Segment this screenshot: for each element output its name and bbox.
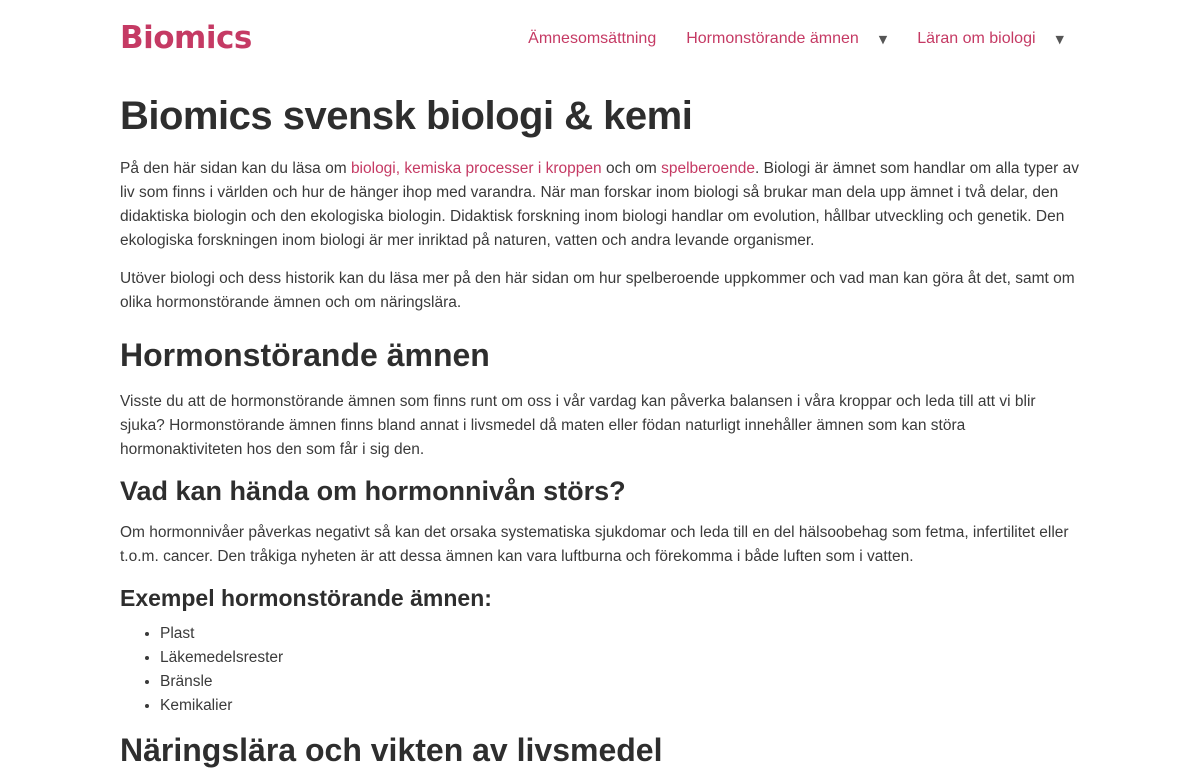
nav-link-hormonstorande[interactable]: Hormonstörande ämnen (686, 30, 859, 47)
heading-hormonniva: Vad kan hända om hormonnivån störs? (120, 476, 626, 506)
heading-naringslara: Näringslära och vikten av livsmedel (120, 732, 663, 768)
dropdown-caret-icon[interactable]: ▼ (878, 32, 888, 46)
nav-link-amnesomsattning[interactable]: Ämnesomsättning (528, 30, 657, 47)
intro-text-start: På den här sidan kan du läsa om (120, 160, 351, 177)
intro-paragraph (120, 157, 1080, 253)
heading-hormonstorande: Hormonstörande ämnen (120, 337, 490, 373)
nav-link-laran-om-biologi[interactable]: Läran om biologi (917, 30, 1036, 47)
page-title: Biomics svensk biologi & kemi (120, 94, 693, 138)
hormonniva-paragraph: Om hormonnivåer påverkas negativt så kan det orsaka systematiska sjukdomar och leda till en del hälsoobehag som fetma, infertilitet eller t.o.m. cancer. Den tråkiga nyheten är att dessa ämnen kan vara luftburna och förekomma i både luften som i vatten. (120, 524, 1069, 565)
list-item: • Plast (160, 622, 1080, 646)
intro-text-end: . Biologi är ämnet som handlar om alla typer av liv som finns i världen och hur de hänger ihop med varandra. När man forskar inom biologi så brukar man dela upp ämnet i två delar, den didaktiska biologin och den ekologiska biologin. Didaktisk forskning inom biologi handlar om evolution, hållbar utveckling och genetik. Den ekologiska forskningen inom biologi är mer inriktad på naturen, vatten och andra levande organismer. (120, 160, 1079, 249)
nav-item-laran-om-biologi (917, 30, 1064, 48)
list-item: • Bränsle (160, 670, 1080, 694)
list-item: • Kemikalier (160, 694, 1080, 718)
heading-exempel: Exempel hormonstörande ämnen: (120, 585, 492, 611)
site-logo[interactable]: Biomics (120, 20, 252, 56)
dropdown-caret-icon[interactable]: ▼ (1055, 32, 1064, 46)
nav-item-amnesomsattning (528, 30, 656, 48)
hormonstorande-paragraph: Visste du att de hormonstörande ämnen som finns runt om oss i vår vardag kan påverka balansen i våra kroppar och leda till att vi blir sjuka? Hormonstörande ämnen finns bland annat i livsmedel då maten eller födan naturligt innehåller ämnen som kan störa hormonaktiviteten hos den som får i sig den. (120, 393, 1036, 458)
list-item: • Läkemedelsrester (160, 646, 1080, 670)
examples-list (120, 622, 1080, 718)
main-nav (528, 30, 1064, 48)
link-spelberoende[interactable]: spelberoende (661, 160, 756, 177)
intro-paragraph-2: Utöver biologi och dess historik kan du läsa mer på den här sidan om hur spelberoende uppkommer och vad man kan göra åt det, samt om olika hormonstörande ämnen och om näringslära. (120, 270, 1075, 311)
nav-item-hormonstorande (686, 30, 887, 48)
intro-text-mid: och om (601, 160, 662, 177)
main-content (120, 94, 1080, 769)
site-header (120, 0, 1080, 82)
link-biologi-kemiska-processer[interactable]: biologi, kemiska processer i kroppen (350, 160, 602, 177)
